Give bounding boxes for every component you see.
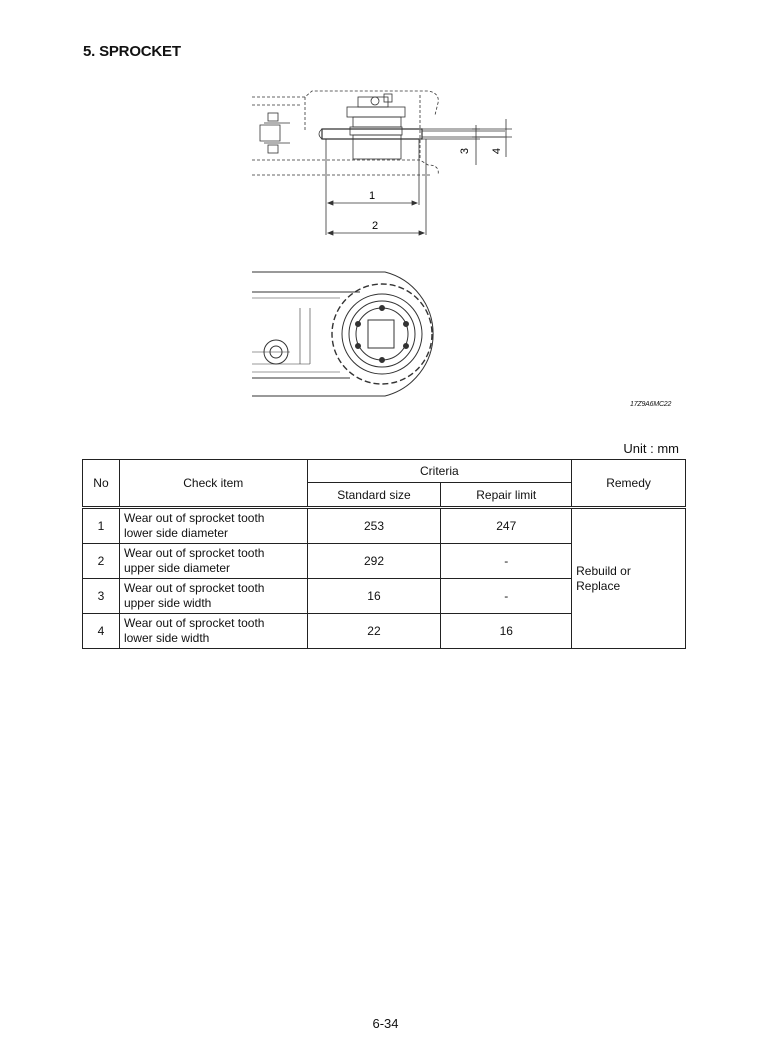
row-check-item: Wear out of sprocket tooth lower side width bbox=[119, 614, 307, 649]
row-standard-size: 292 bbox=[307, 544, 441, 579]
row-repair-limit: - bbox=[441, 579, 572, 614]
row-standard-size: 253 bbox=[307, 508, 441, 544]
row-repair-limit: 247 bbox=[441, 508, 572, 544]
figure-code: 17Z9A6MC22 bbox=[630, 401, 672, 408]
remedy-cell: Rebuild or Replace bbox=[572, 508, 686, 649]
page-number: 6-34 bbox=[372, 1016, 399, 1031]
header-check-item: Check item bbox=[119, 460, 307, 508]
row-no: 3 bbox=[83, 579, 120, 614]
dim-label-4: 4 bbox=[491, 147, 503, 155]
row-no: 1 bbox=[83, 508, 120, 544]
row-check-item: Wear out of sprocket tooth lower side diameter bbox=[119, 508, 307, 544]
row-repair-limit: 16 bbox=[441, 614, 572, 649]
header-remedy: Remedy bbox=[572, 460, 686, 508]
header-criteria: Criteria bbox=[307, 460, 572, 483]
table-row bbox=[83, 508, 686, 544]
header-repair-limit: Repair limit bbox=[441, 483, 572, 508]
unit-label: Unit : mm bbox=[623, 441, 679, 456]
sprocket-criteria-table bbox=[82, 459, 686, 649]
row-standard-size: 16 bbox=[307, 579, 441, 614]
row-repair-limit: - bbox=[441, 544, 572, 579]
header-no: No bbox=[83, 460, 120, 508]
row-check-item: Wear out of sprocket tooth upper side diameter bbox=[119, 544, 307, 579]
row-check-item: Wear out of sprocket tooth upper side width bbox=[119, 579, 307, 614]
row-standard-size: 22 bbox=[307, 614, 441, 649]
dim-label-1: 1 bbox=[368, 190, 376, 202]
section-title: 5. SPROCKET bbox=[83, 43, 181, 60]
sprocket-top-view-diagram bbox=[250, 85, 522, 240]
sprocket-side-view-diagram bbox=[250, 268, 450, 400]
header-standard-size: Standard size bbox=[307, 483, 441, 508]
row-no: 4 bbox=[83, 614, 120, 649]
dim-label-3: 3 bbox=[459, 147, 471, 155]
dim-label-2: 2 bbox=[371, 220, 379, 232]
row-no: 2 bbox=[83, 544, 120, 579]
